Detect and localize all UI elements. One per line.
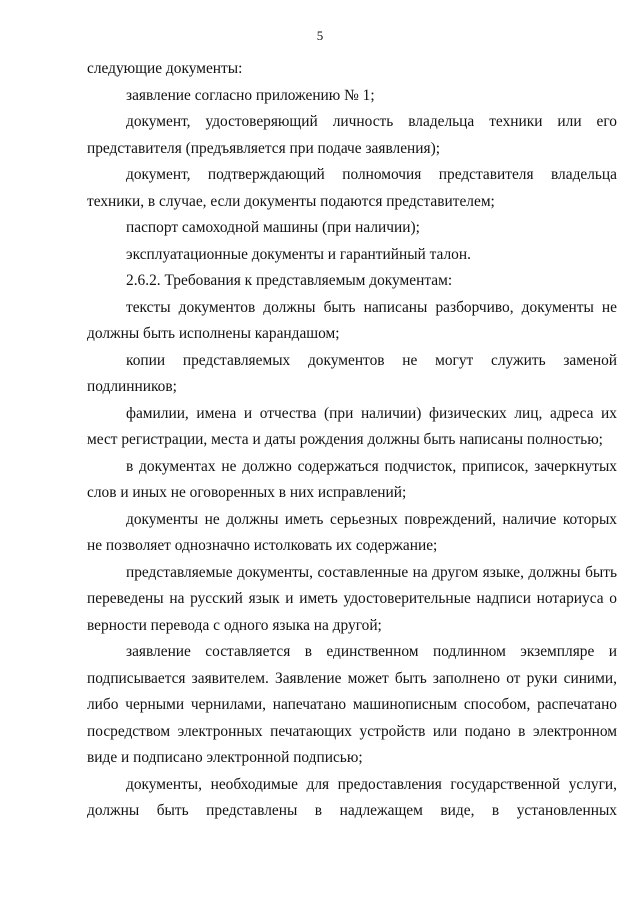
requirement-application-form: заявление составляется в единственном подлинном экземпляре и подписывается заявителем. Заявление может быть заполнено от руки синими, либо черными чернилами, напечатано машинописным способом, распечатано посредством электронных печатающих устройств или подано в электронном виде и подписано электронной подписью; — [87, 643, 617, 766]
section-heading-2-6-2: 2.6.2. Требования к представляемым документам: — [126, 272, 453, 289]
list-item-identity-document: документ, удостоверяющий личность владельца техники или его представителя (предъявляется при подаче заявления); — [87, 113, 617, 157]
list-item-authority-document: документ, подтверждающий полномочия представителя владельца техники, в случае, если документы подаются представителем; — [87, 166, 617, 210]
list-item-machine-passport: паспорт самоходной машины (при наличии); — [126, 219, 420, 236]
page-number: 5 — [316, 28, 324, 43]
requirement-proper-form: документы, необходимые для предоставления государственной услуги, должны быть представлены в надлежащем виде, в установленных — [87, 775, 617, 819]
paragraph-intro: следующие документы: — [87, 60, 243, 77]
requirement-no-damage: документы не должны иметь серьезных повреждений, наличие которых не позволяет однозначно истолковать их содержание; — [87, 510, 617, 554]
requirement-translation: представляемые документы, составленные на другом языке, должны быть переведены на русский язык и иметь удостоверительные надписи нотариуса о верности перевода с одного языка на другой; — [87, 563, 617, 634]
requirement-copies: копии представляемых документов не могут служить заменой подлинников; — [87, 351, 617, 395]
list-item-operational-documents: эксплуатационные документы и гарантийный талон. — [126, 245, 471, 263]
document-body — [87, 56, 617, 825]
requirement-legible: тексты документов должны быть написаны разборчиво, документы не должны быть исполнены карандашом; — [87, 298, 617, 342]
requirement-full-names: фамилии, имена и отчества (при наличии) физических лиц, адреса их мест регистрации, места и даты рождения должны быть написаны полностью; — [87, 404, 617, 448]
requirement-no-corrections: в документах не должно содержаться подчисток, приписок, зачеркнутых слов и иных не оговоренных в них исправлений; — [87, 457, 617, 501]
list-item-application: заявление согласно приложению № 1; — [126, 86, 375, 104]
